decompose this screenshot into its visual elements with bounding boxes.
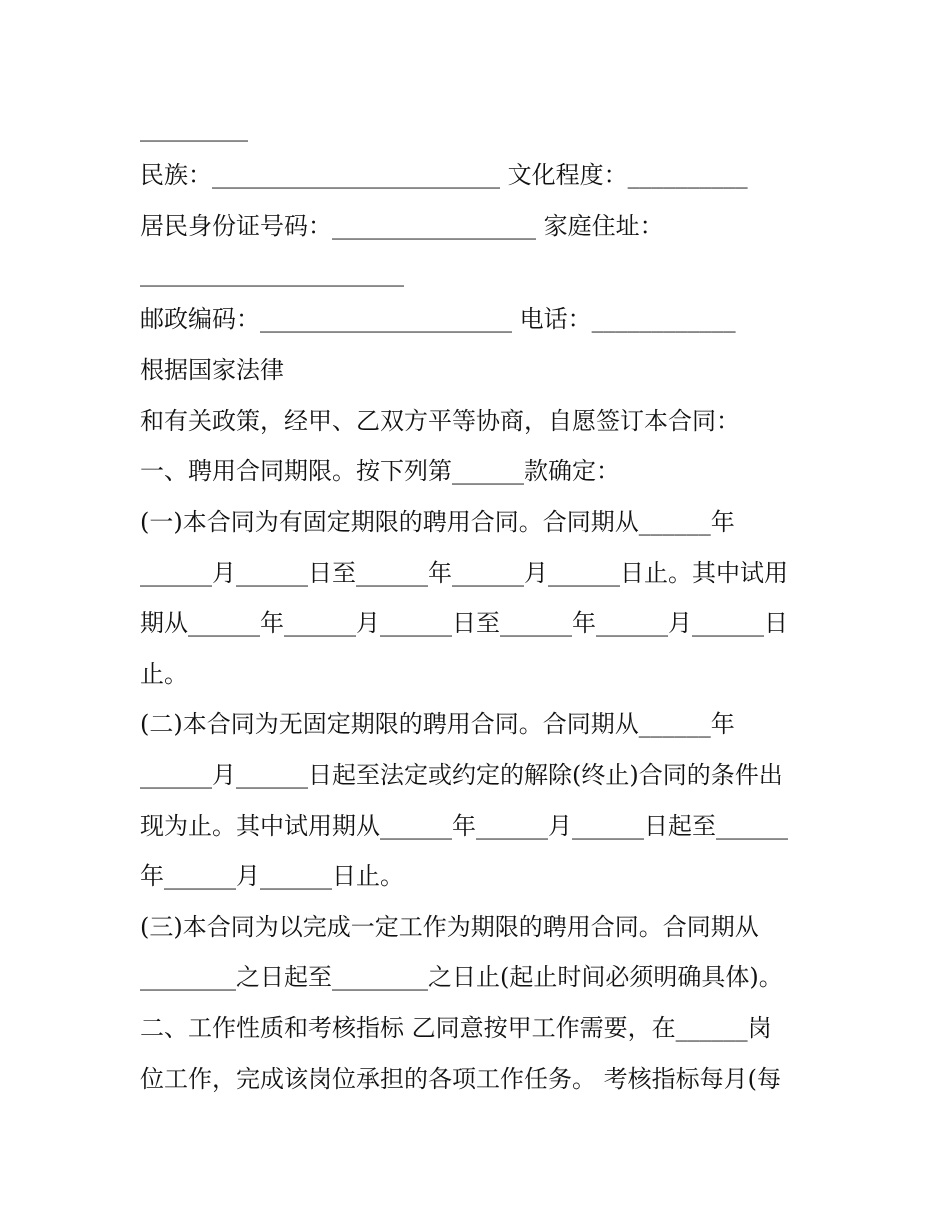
text-line: 居民身份证号码：_________________ 家庭住址： — [140, 212, 664, 240]
text-line: 根据国家法律 — [140, 356, 284, 384]
text-line: 和有关政策，经甲、乙双方平等协商，自愿签订本合同： — [140, 407, 740, 435]
text-line: (一)本合同为有固定期限的聘用合同。合同期从______年 — [140, 508, 735, 536]
text-line: 现为止。其中试用期从______年______月______日起至______ — [140, 812, 788, 840]
text-line: (二)本合同为无固定期限的聘用合同。合同期从______年 — [140, 710, 735, 738]
text-line: 二、工作性质和考核指标 乙同意按甲工作需要，在______岗 — [140, 1014, 772, 1042]
text-line: 民族：________________________ 文化程度：__________ — [140, 161, 748, 189]
text-line: 一、聘用合同期限。按下列第______款确定： — [140, 457, 620, 485]
text-line: ______月______日至______年______月______日止。其中试用 — [140, 559, 788, 587]
text-line: (三)本合同为以完成一定工作为期限的聘用合同。合同期从 — [140, 913, 759, 941]
text-line: ______________________ — [140, 259, 404, 287]
text-line: ______月______日起至法定或约定的解除(终止)合同的条件出 — [140, 761, 783, 789]
text-line: 年______月______日止。 — [140, 862, 404, 890]
text-line: 止。 — [140, 660, 188, 688]
text-line: 期从______年______月______日至______年______月______日 — [140, 609, 788, 637]
text-line: _________ — [140, 114, 248, 142]
text-line: 邮政编码：_____________________ 电话：____________ — [140, 305, 736, 333]
text-line: ________之日起至________之日止(起止时间必须明确具体)。 — [140, 963, 783, 991]
text-line: 位工作，完成该岗位承担的各项工作任务。 考核指标每月(每 — [140, 1065, 781, 1093]
